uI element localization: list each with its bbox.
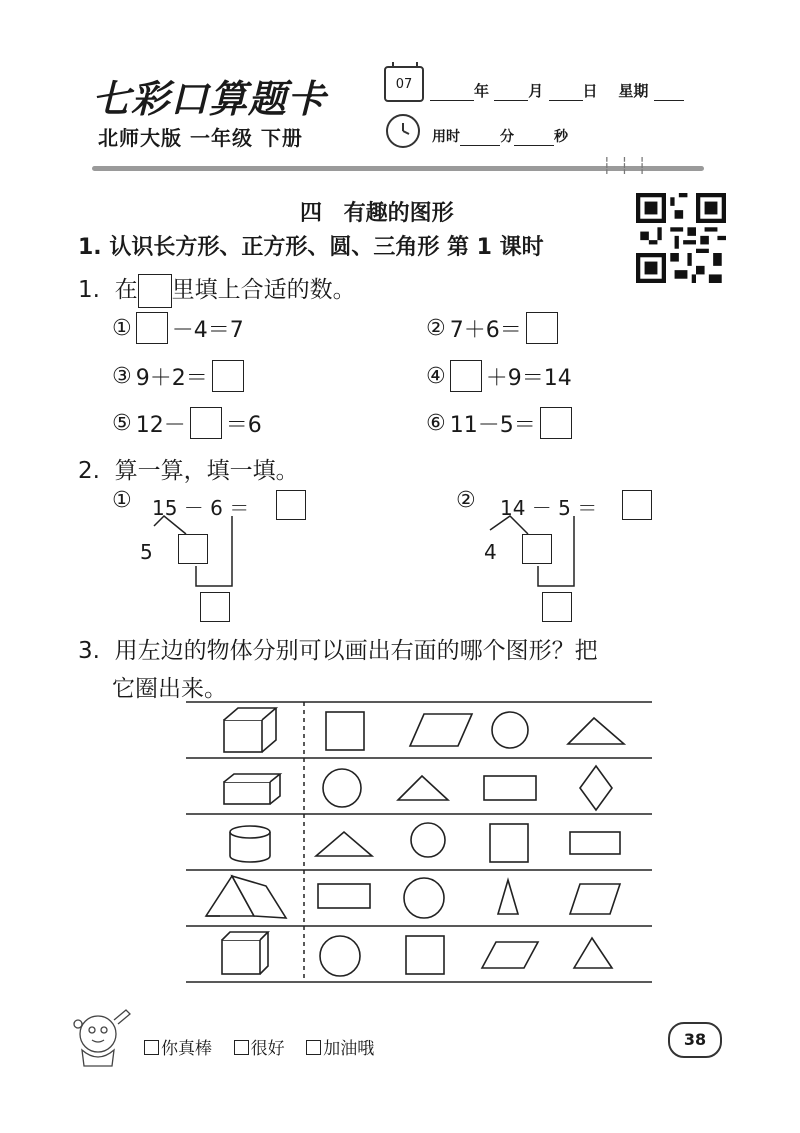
- q3-prompt: 3. 用左边的物体分别可以画出右面的哪个图形？把: [78, 638, 598, 664]
- lesson-title: 1. 认识长方形、正方形、圆、三角形 第 1 课时: [78, 235, 544, 260]
- date-fields: 年 月 日 星期: [430, 80, 684, 101]
- rating-option-2[interactable]: 很好: [234, 1039, 285, 1059]
- brand-title: 七彩口算题卡: [92, 77, 327, 121]
- rectangle-shape: [484, 776, 536, 800]
- triangle-shape: [316, 832, 372, 856]
- chapter-title: 四 有趣的图形: [300, 201, 454, 226]
- q1-item-5: ⑤ 12－ ＝6: [112, 407, 262, 439]
- square-shape: [406, 936, 444, 974]
- q1-item-1: ① －4＝7: [112, 312, 244, 344]
- parallelogram-shape: [410, 714, 472, 746]
- parallelogram-shape: [570, 884, 620, 914]
- q2-prompt: 2. 算一算，填一填。: [78, 458, 299, 484]
- circle-shape: [320, 936, 360, 976]
- answer-box[interactable]: [542, 592, 572, 622]
- triangular-prism-object: [206, 876, 286, 918]
- answer-box[interactable]: [522, 534, 552, 564]
- triangle-shape: [398, 776, 448, 800]
- q1-item-2: ② 7＋6＝: [426, 312, 558, 344]
- parallelogram-shape: [482, 942, 538, 968]
- q2-problem-2: ② 14 － 5 ＝ 4: [456, 488, 686, 628]
- ring-pins: ┆┆┆: [602, 156, 655, 175]
- cuboid-object: [224, 774, 280, 804]
- calendar-day: 07: [395, 77, 413, 92]
- checkbox-icon: [306, 1040, 321, 1055]
- rating-option-3[interactable]: 加油哦: [306, 1039, 374, 1059]
- checkbox-icon: [234, 1040, 249, 1055]
- shape-table: [186, 700, 652, 984]
- answer-box[interactable]: [450, 360, 482, 392]
- q2-problem-1: ① 15 － 6 ＝ 5: [112, 488, 342, 628]
- split-number: 4: [484, 540, 497, 564]
- qr-code: [636, 193, 726, 283]
- mascot-illustration: [68, 1002, 136, 1072]
- edition-label: 北师大版 一年级 下册: [98, 126, 303, 150]
- rectangle-shape: [318, 884, 370, 908]
- q1-item-4: ④ ＋9＝14: [426, 360, 572, 392]
- rectangle-shape: [570, 832, 620, 854]
- page-number: 38: [668, 1022, 722, 1058]
- q1-prompt: 1. 在 里填上合适的数。: [78, 271, 356, 308]
- q1-item-3: ③ 9＋2＝: [112, 360, 244, 392]
- circle-shape: [492, 712, 528, 748]
- answer-box[interactable]: [212, 360, 244, 392]
- square-shape: [490, 824, 528, 862]
- triangle-shape: [568, 718, 624, 744]
- answer-box[interactable]: [190, 407, 222, 439]
- triangle-shape: [574, 938, 612, 968]
- narrow-triangle-shape: [498, 880, 518, 914]
- checkbox-icon: [144, 1040, 159, 1055]
- square-shape: [326, 712, 364, 750]
- answer-box[interactable]: [136, 312, 168, 344]
- answer-box[interactable]: [540, 407, 572, 439]
- clock-icon: [386, 114, 420, 148]
- split-number: 5: [140, 540, 153, 564]
- circle-shape: [404, 878, 444, 918]
- time-fields: 用时 分 秒: [432, 129, 568, 145]
- cube-object: [222, 932, 268, 974]
- calendar-icon: [384, 66, 424, 102]
- q3-prompt-line2: 它圈出来。: [112, 676, 227, 702]
- circle-shape: [323, 769, 361, 807]
- q1-item-6: ⑥ 11－5＝: [426, 407, 572, 439]
- answer-box[interactable]: [138, 274, 172, 308]
- cube-object: [224, 708, 276, 752]
- rating-option-1[interactable]: 你真棒: [144, 1039, 212, 1059]
- rhombus-shape: [580, 766, 612, 810]
- answer-box[interactable]: [200, 592, 230, 622]
- circle-shape: [411, 823, 445, 857]
- answer-box[interactable]: [178, 534, 208, 564]
- answer-box[interactable]: [526, 312, 558, 344]
- cylinder-object: [230, 826, 270, 862]
- rating-options: [144, 1034, 374, 1059]
